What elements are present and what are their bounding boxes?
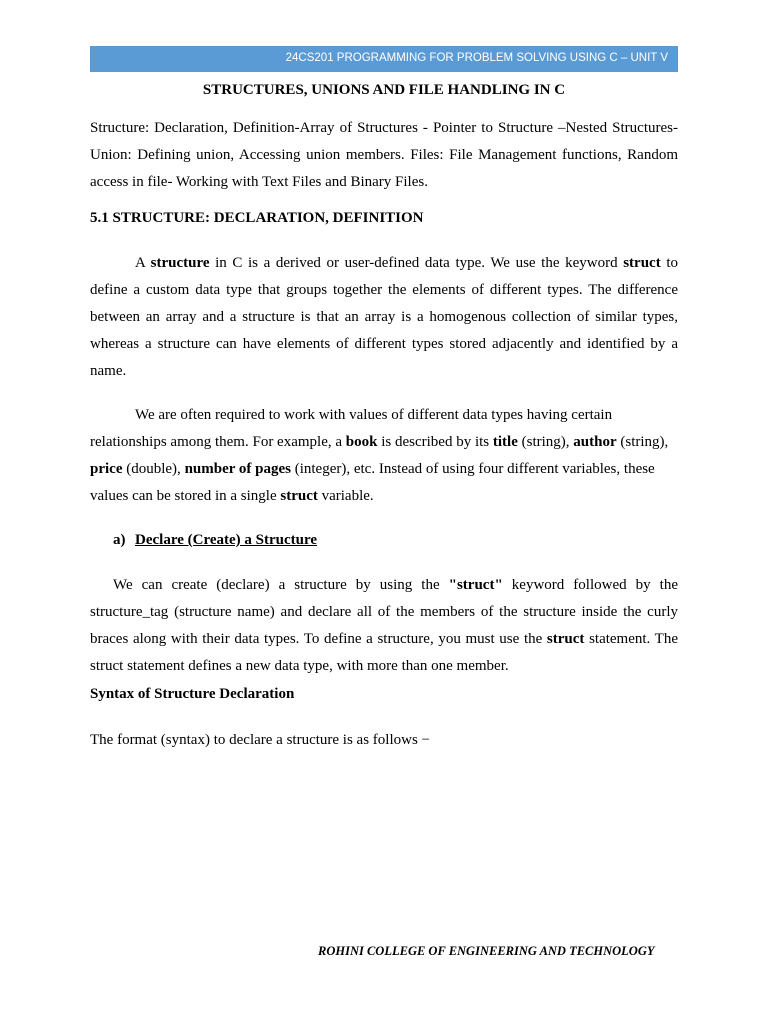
bold-term-struct: struct	[280, 488, 318, 504]
text-run: (string),	[517, 434, 574, 450]
text-run: (double),	[122, 461, 185, 477]
document-title: STRUCTURES, UNIONS AND FILE HANDLING IN C	[202, 82, 566, 98]
text-run: is described by its	[377, 434, 493, 450]
bold-term-book: book	[345, 434, 378, 450]
header-bar	[90, 46, 678, 72]
syntax-heading: Syntax of Structure Declaration	[90, 686, 295, 702]
text-run: We are often required to work with values of different data types having certain relationships among them. For example, a	[90, 407, 613, 450]
text-run: keyword followed by the structure_tag (structure name) and declare all of the members of the structure inside the curly braces along with their data types. To define a structure, you must use the	[90, 577, 678, 647]
book-example-paragraph	[90, 402, 678, 510]
bold-term-structure: structure	[150, 255, 210, 271]
bold-term-title: title	[492, 434, 518, 450]
bold-term-struct: struct	[623, 255, 661, 271]
text-run: (string),	[616, 434, 669, 450]
text-run: variable.	[317, 488, 374, 504]
bold-term-author: author	[573, 434, 617, 450]
syntax-intro: The format (syntax) to declare a structure is as follows −	[90, 732, 431, 748]
text-run: to define a custom data type that groups together the elements of different types. The difference between an array and a structure is that an array is a homogenous collection of similar types, whereas a structure can have elements of different types stored adjacently and identified by a name.	[90, 255, 678, 379]
bold-term-struct: struct	[546, 631, 585, 647]
section-heading: 5.1 STRUCTURE: DECLARATION, DEFINITION	[90, 210, 424, 226]
text-run: A	[135, 255, 151, 271]
syllabus-paragraph: Structure: Declaration, Definition-Array of Structures - Pointer to Structure –Nested Structures- Union: Defining union, Accessing union members. Files: File Management functions, Random access in file- Working with Text Files and Binary Files.	[90, 120, 678, 190]
declare-structure-paragraph	[90, 572, 678, 680]
text-run: (integer), etc. Instead of using four different variables, these values can be stored in a single	[90, 461, 655, 504]
text-run: We can create (declare) a structure by using the	[113, 577, 449, 593]
subsection-title: Declare (Create) a Structure	[135, 532, 318, 548]
bold-term-struct-quoted: "struct"	[448, 577, 503, 593]
subsection-heading	[113, 532, 317, 549]
course-header-label: 24CS201 PROGRAMMING FOR PROBLEM SOLVING USING C – UNIT V	[285, 52, 668, 64]
footer-institution: ROHINI COLLEGE OF ENGINEERING AND TECHNOLOGY	[318, 944, 655, 958]
structure-definition-paragraph	[90, 250, 678, 385]
bold-term-pages: number of pages	[184, 461, 291, 477]
list-marker: a)	[113, 532, 126, 548]
text-run: in C is a derived or user-defined data type. We use the keyword	[209, 255, 624, 271]
text-run: statement. The struct statement defines a new data type, with more than one member.	[90, 631, 678, 674]
bold-term-price: price	[90, 461, 123, 477]
